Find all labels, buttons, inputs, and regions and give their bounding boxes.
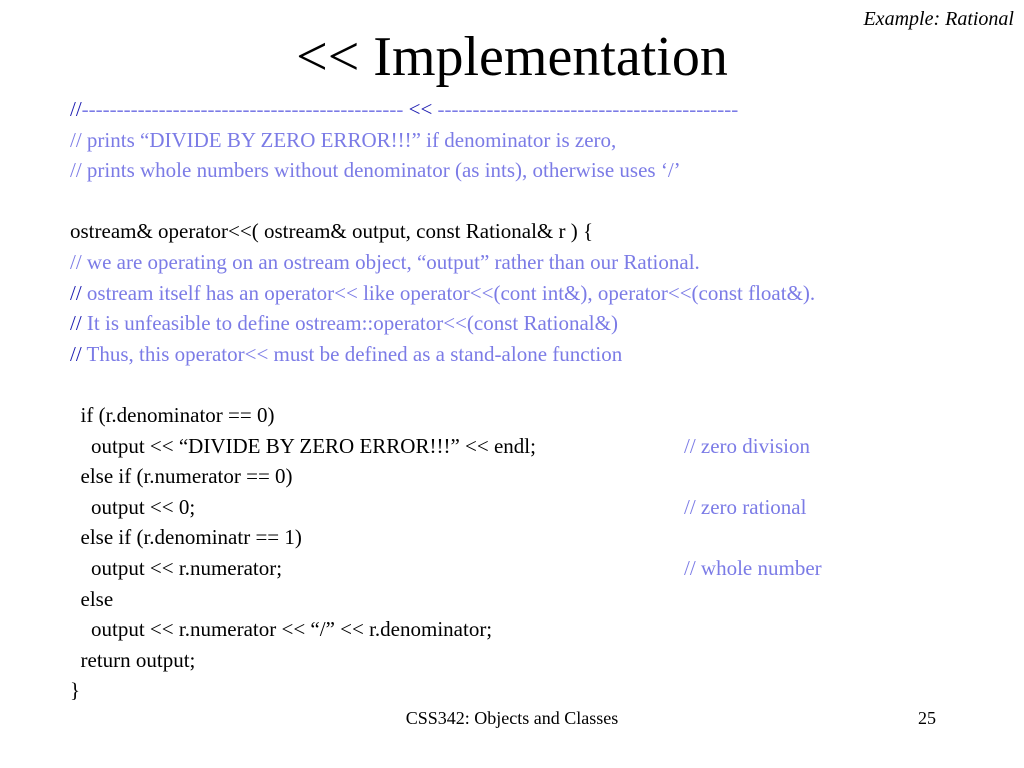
- code-line-with-comment: [70, 492, 815, 523]
- comment-line: // prints whole numbers without denominator (as ints), otherwise uses ‘/’: [70, 158, 681, 183]
- code-line: output << r.numerator << “/” << r.denominator;: [70, 617, 493, 642]
- code-line: else if (r.numerator == 0): [70, 464, 293, 489]
- comment-line: [70, 339, 815, 370]
- code-text: output << 0;: [70, 494, 196, 519]
- comment-prefix: //: [70, 97, 82, 121]
- inline-comment: // zero rational: [684, 494, 807, 519]
- comment-text: Thus, this operator<< must be defined as a stand-alone function: [81, 341, 623, 366]
- inline-comment: // zero division: [684, 433, 810, 458]
- comment-line: [70, 278, 815, 309]
- code-line: else: [70, 586, 114, 611]
- code-text: output << r.numerator;: [70, 555, 283, 580]
- footer-course-name: CSS342: Objects and Classes: [405, 708, 619, 728]
- comment-prefix: //: [70, 311, 82, 336]
- slide-title: << Implementation: [296, 26, 728, 88]
- closing-brace: }: [70, 678, 81, 703]
- slide-number: 25: [918, 708, 936, 728]
- function-signature: ostream& operator<<( ostream& output, const Rational& r ) {: [70, 219, 594, 244]
- code-line-with-comment: [70, 431, 815, 462]
- code-line: return output;: [70, 647, 196, 672]
- header-comment-line: [70, 94, 815, 125]
- code-block: [70, 94, 822, 706]
- comment-line: // prints “DIVIDE BY ZERO ERROR!!!” if denominator is zero,: [70, 127, 617, 152]
- comment-line: // we are operating on an ostream object, “output” rather than our Rational.: [70, 249, 700, 274]
- comment-dashes-left: ----------------------------------------------: [81, 97, 404, 121]
- comment-line: [70, 308, 815, 339]
- slide-topic: Example: Rational: [863, 8, 1014, 30]
- code-line: if (r.denominator == 0): [70, 402, 275, 427]
- blank-line: [70, 186, 815, 217]
- comment-operator: <<: [403, 97, 438, 121]
- comment-prefix: //: [70, 280, 82, 305]
- comment-text: ostream itself has an operator<< like operator<<(cont int&), operator<<(const float&).: [81, 280, 816, 305]
- comment-text: It is unfeasible to define ostream::operator<<(const Rational&): [81, 311, 618, 336]
- comment-prefix: //: [70, 341, 82, 366]
- blank-line: [70, 369, 815, 400]
- inline-comment: // whole number: [684, 555, 822, 580]
- code-text: output << “DIVIDE BY ZERO ERROR!!!” << endl;: [70, 433, 536, 458]
- comment-dashes-right: -------------------------------------------: [437, 97, 739, 121]
- code-line-with-comment: [70, 553, 822, 584]
- code-line: else if (r.denominatr == 1): [70, 525, 302, 550]
